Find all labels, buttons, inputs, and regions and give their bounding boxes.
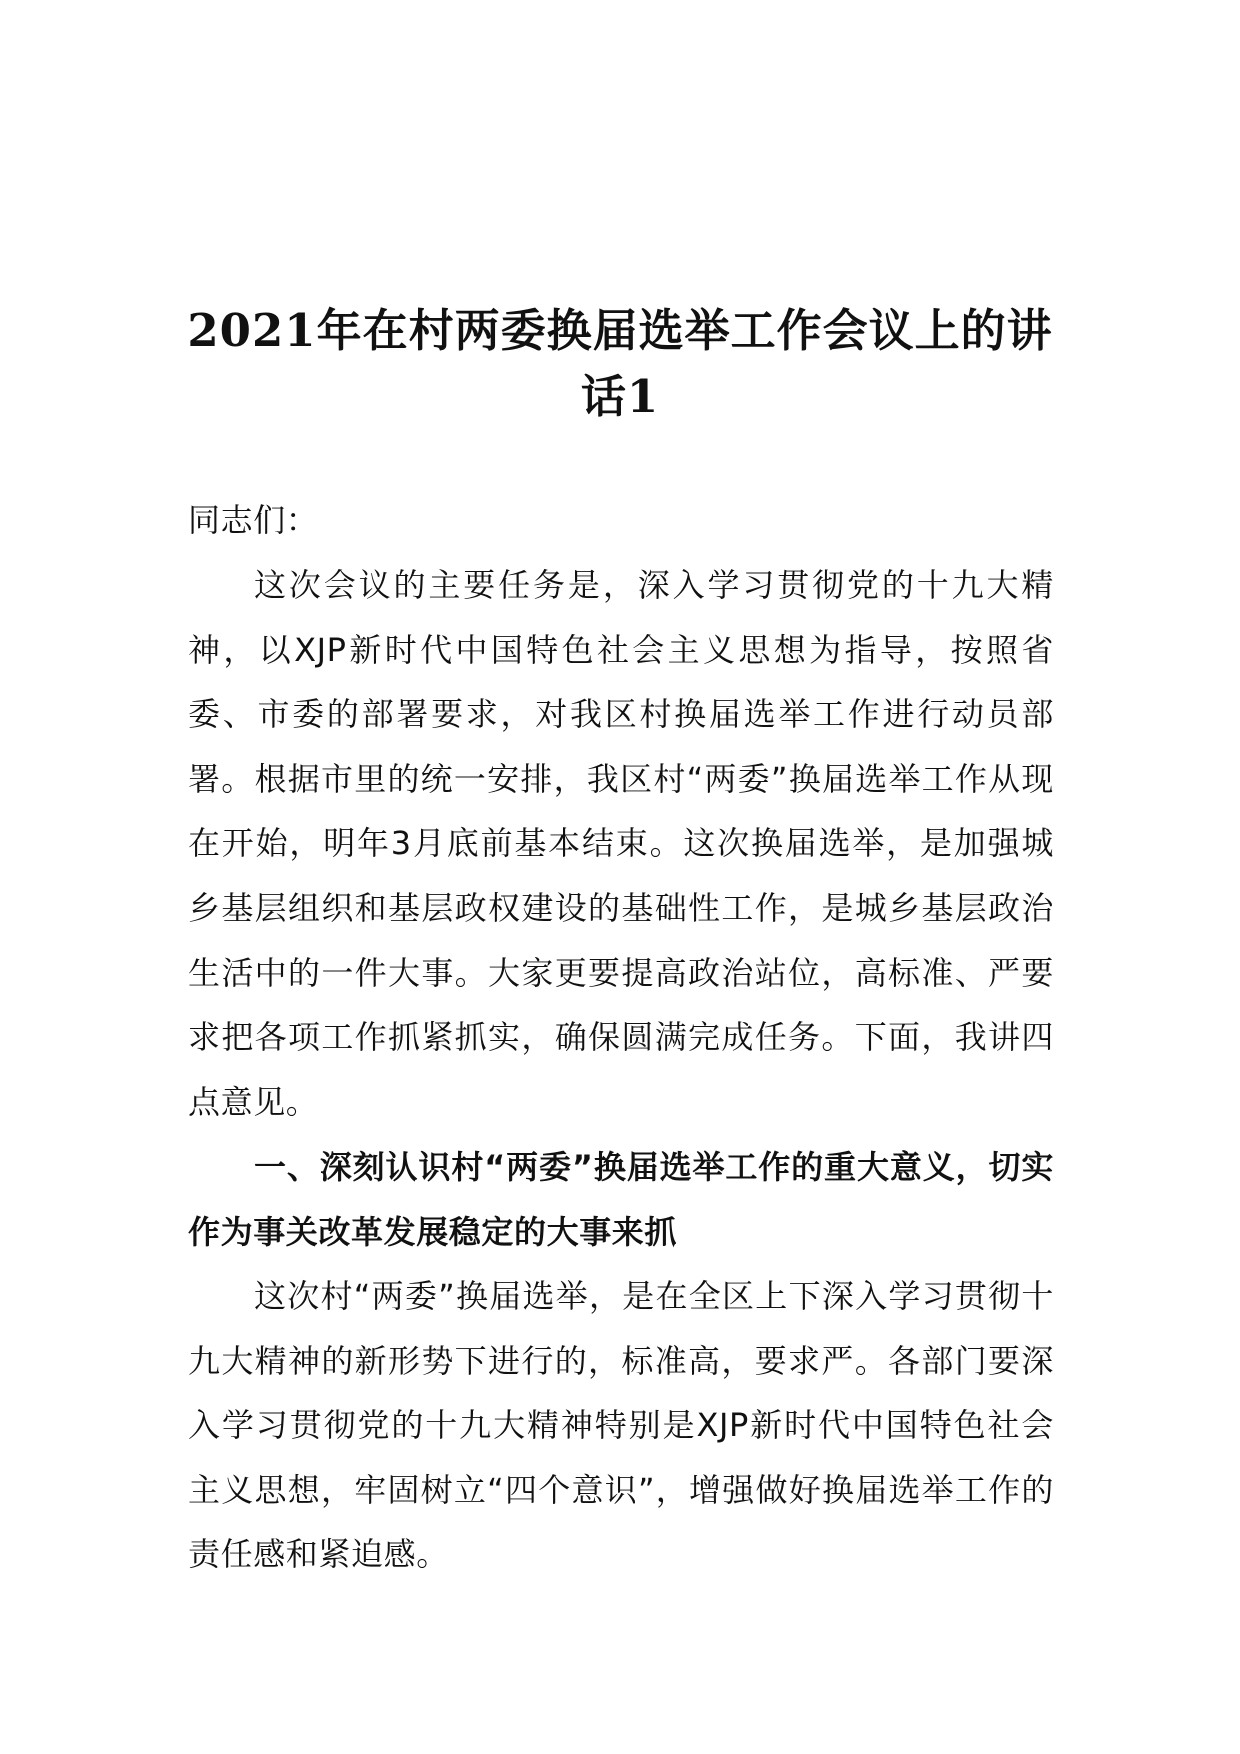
salutation: 同志们： bbox=[188, 501, 319, 539]
intro-paragraph: 这次会议的主要任务是，深入学习贯彻党的十九大精神，以XJP新时代中国特色社会主义思想为指导，按照省委、市委的部署要求，对我区村换届选举工作进行动员部署。根据市里的统一安排，我区村“两委”换届选举工作从现在开始，明年3月底前基本结束。这次换届选举，是加强城乡基层组织和基层政权建设的基础性工作，是城乡基层政治生活中的一件大事。大家更要提高政治站位，高标准、严要求把各项工作抓紧抓实，确保圆满完成任务。下面，我讲四点意见。 bbox=[188, 566, 1054, 1121]
document-title: 2021年在村两委换届选举工作会议上的讲话1 bbox=[187, 304, 1053, 423]
section-heading: 一、深刻认识村“两委”换届选举工作的重大意义，切实作为事关改革发展稳定的大事来抓 bbox=[188, 1148, 1054, 1251]
section-paragraph: 这次村“两委”换届选举，是在全区上下深入学习贯彻十九大精神的新形势下进行的，标准高，要求严。各部门要深入学习贯彻党的十九大精神特别是XJP新时代中国特色社会主义思想，牢固树立“四个意识”，增强做好换届选举工作的责任感和紧迫感。 bbox=[188, 1277, 1054, 1574]
